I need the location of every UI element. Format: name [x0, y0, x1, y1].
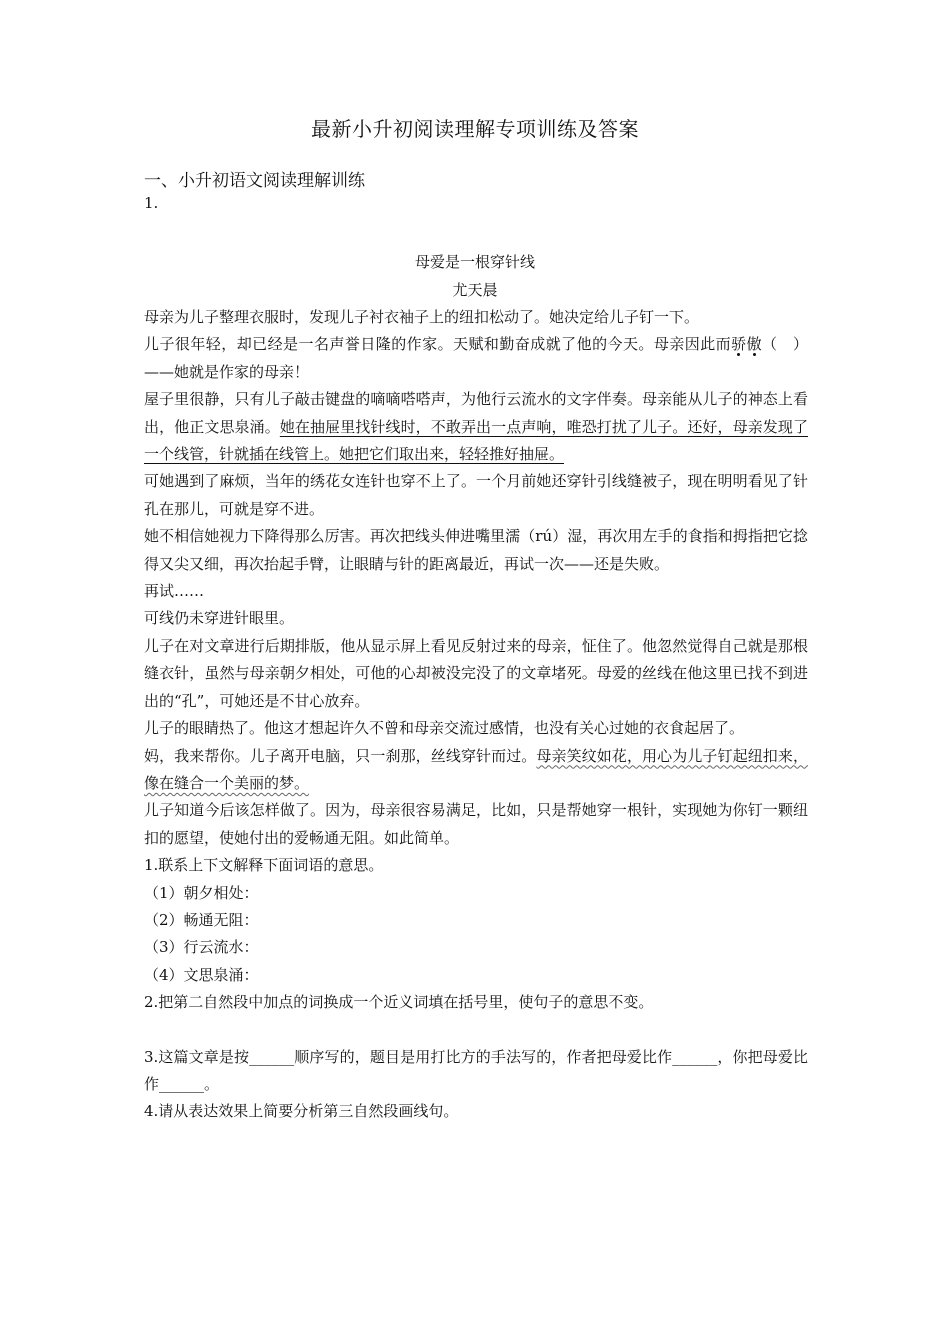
dotted-char: 骄	[731, 335, 747, 354]
question-1: 1.联系上下文解释下面词语的意思。	[144, 856, 384, 875]
article-body	[144, 304, 808, 1126]
question-1-item: （1）朝夕相处：	[144, 883, 259, 902]
underlined-sentence: 她在抽屉里找针线时，不敢弄出一点声响，唯恐打扰了儿子。还好，母亲发现了一个线管，针就插在线管上。她把它们取出来，轻轻推好抽屉。	[144, 417, 808, 464]
question-number: 1.	[144, 194, 159, 212]
answer-space	[144, 1017, 808, 1044]
paragraph-4: 可她遇到了麻烦，当年的绣花女连针也穿不上了。一个月前她还穿针引线缝被子，现在明明看见了针孔在那儿，可就是穿不进。	[144, 472, 808, 518]
paragraph-5: 她不相信她视力下降得那么厉害。再次把线头伸进嘴里濡（rú）湿，再次用左手的食指和拇指把它捻得又尖又细，再次抬起手臂，让眼睛与针的距离最近，再试一次——还是失败。	[144, 527, 808, 573]
paragraph-2	[144, 331, 808, 386]
dotted-char: 傲	[746, 335, 763, 354]
paragraph-10	[144, 743, 808, 798]
article-author: 尤天晨	[452, 281, 498, 299]
page-title: 最新小升初阅读理解专项训练及答案	[311, 117, 639, 141]
question-4: 4.请从表达效果上简要分析第三自然段画线句。	[144, 1102, 459, 1121]
question-1-item: （2）畅通无阻：	[144, 910, 259, 929]
paragraph-3-text: 屋子里很静，只有儿子敲击键盘的嘀嘀嗒嗒声，为他行云流水的文字伴奏。母亲能从儿子的神态上看出，他正文思泉涌。	[144, 390, 808, 436]
question-1-item: （3）行云流水：	[144, 938, 259, 957]
paragraph-11: 儿子知道今后该怎样做了。因为，母亲很容易满足，比如，只是帮她穿一根针，实现她为你钉一颗纽扣的愿望，使她付出的爱畅通无阻。如此简单。	[144, 801, 808, 847]
section-heading: 一、小升初语文阅读理解训练	[144, 171, 365, 191]
wavy-underlined-sentence: 母亲笑纹如花，用心为儿子钉起纽扣来，像在缝合一个美丽的梦。	[144, 746, 808, 792]
question-2: 2.把第二自然段中加点的词换成一个近义词填在括号里，使句子的意思不变。	[144, 993, 654, 1012]
paragraph-3	[144, 386, 808, 468]
paragraph-7: 可线仍未穿进针眼里。	[144, 609, 295, 628]
paragraph-6: 再试……	[144, 582, 205, 601]
paragraph-2-blank: （ ）——她就是作家的母亲！	[144, 335, 808, 381]
paragraph-2-text: 儿子很年轻，却已经是一名声誉日隆的作家。天赋和勤奋成就了他的今天。母亲因此而	[144, 335, 732, 354]
paragraph-10-text: 妈，我来帮你。儿子离开电脑，只一刹那，丝线穿针而过。	[144, 746, 537, 765]
paragraph-8: 儿子在对文章进行后期排版，他从显示屏上看见反射过来的母亲，怔住了。他忽然觉得自己就是那根缝衣针，虽然与母亲朝夕相处，可他的心却被没完没了的文章堵死。母爱的丝线在他这里已找不到进出的“孔”，可她还是不甘心放弃。	[144, 636, 808, 710]
paragraph-1: 母亲为儿子整理衣服时，发现儿子衬衣袖子上的纽扣松动了。她决定给儿子钉一下。	[144, 308, 700, 326]
paragraph-9: 儿子的眼睛热了。他这才想起许久不曾和母亲交流过感情，也没有关心过她的衣食起居了。	[144, 719, 745, 738]
question-1-item: （4）文思泉涌：	[144, 965, 259, 984]
article-title: 母爱是一根穿针线	[414, 253, 535, 271]
question-3: 3.这篇文章是按______顺序写的，题目是用打比方的手法写的，作者把母爱比作______，你把母爱比作______。	[144, 1047, 808, 1093]
